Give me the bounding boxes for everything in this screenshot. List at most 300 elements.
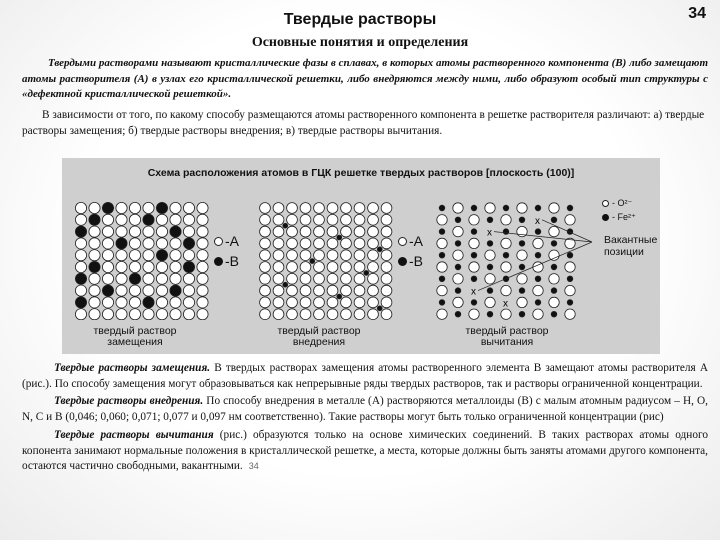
atom-a <box>102 250 113 261</box>
atom-a <box>260 250 271 261</box>
iron-ion <box>471 276 477 282</box>
atom-a <box>368 285 379 296</box>
iron-ion <box>551 217 557 223</box>
definition-paragraph: Твердыми растворами называют кристаллические фазы в сплавах, в которых атомы растворенного компонента (В) либо замещают атомы растворителя (А) в узлах его кристаллической решетки, либо внедряются между ними, либо образуют особый тип структуры с «дефектной кристаллической решеткой». <box>22 57 708 100</box>
atom-a <box>354 250 365 261</box>
atom-a <box>260 214 271 225</box>
oxygen-ion <box>549 250 559 260</box>
atom-a <box>314 250 325 261</box>
term-subtraction: Твердые растворы вычитания <box>54 428 214 441</box>
atom-a <box>327 250 338 261</box>
atom-a <box>89 309 100 320</box>
atom-a <box>327 262 338 273</box>
atom-a <box>273 203 284 214</box>
iron-ion <box>535 300 541 306</box>
atom-b <box>283 282 288 287</box>
legend-b-interstitial: -B <box>398 253 423 269</box>
oxygen-ion <box>549 226 559 236</box>
atom-a <box>102 226 113 237</box>
atom-a <box>75 202 86 213</box>
atom-b-icon <box>214 257 223 266</box>
iron-ion <box>503 229 509 235</box>
oxygen-ion <box>453 297 463 307</box>
legend-oxygen: - O²⁻ <box>602 198 632 209</box>
atom-a <box>287 214 298 225</box>
oxygen-ion <box>533 285 543 295</box>
atom-a <box>170 238 181 249</box>
atom-a <box>273 250 284 261</box>
atom-a <box>381 203 392 214</box>
atom-a <box>260 285 271 296</box>
atom-a <box>368 273 379 284</box>
atom-a <box>102 238 113 249</box>
atom-a <box>381 285 392 296</box>
atom-a <box>354 285 365 296</box>
atom-a <box>197 309 208 320</box>
atom-a <box>183 226 194 237</box>
atom-a <box>143 250 154 261</box>
footer-page-number: 34 <box>248 461 259 472</box>
oxygen-ion <box>549 203 559 213</box>
atom-a <box>156 238 167 249</box>
atom-a <box>287 297 298 308</box>
oxygen-ion <box>485 274 495 284</box>
iron-ion <box>519 217 525 223</box>
atom-a <box>368 238 379 249</box>
substitution-lattice <box>74 202 224 320</box>
atom-b <box>102 202 113 213</box>
oxygen-ion <box>469 262 479 272</box>
atom-a <box>273 309 284 320</box>
atom-a <box>341 309 352 320</box>
atom-a <box>273 297 284 308</box>
oxygen-ion <box>437 285 447 295</box>
oxygen-ion <box>501 215 511 225</box>
oxygen-ion <box>517 203 527 213</box>
atom-a <box>197 250 208 261</box>
atom-a-icon <box>214 237 223 246</box>
atom-a <box>89 297 100 308</box>
vacancy-mark: x <box>487 227 492 239</box>
atom-a <box>116 273 127 284</box>
iron-ion <box>503 205 509 211</box>
slide-subtitle: Основные понятия и определения <box>251 35 469 50</box>
oxygen-ion <box>565 215 575 225</box>
iron-ion <box>519 288 525 294</box>
atom-a <box>116 214 127 225</box>
page-number: 34 <box>688 5 706 22</box>
oxygen-ion <box>485 297 495 307</box>
atom-a <box>197 297 208 308</box>
iron-ion <box>439 300 445 306</box>
atom-b <box>170 226 181 237</box>
atom-a <box>314 262 325 273</box>
oxygen-ion <box>453 203 463 213</box>
atom-a <box>116 309 127 320</box>
atom-a <box>314 297 325 308</box>
atom-a <box>341 226 352 237</box>
iron-ion <box>535 252 541 258</box>
atom-a <box>300 297 311 308</box>
atom-a <box>143 202 154 213</box>
atom-a <box>300 214 311 225</box>
atom-a <box>183 297 194 308</box>
iron-ion <box>567 252 573 258</box>
iron-ion <box>535 229 541 235</box>
iron-ion <box>519 311 525 317</box>
atom-a <box>327 309 338 320</box>
vacancy-label: Вакантные позиции <box>604 234 658 258</box>
oxygen-ion <box>549 274 559 284</box>
atom-a <box>300 250 311 261</box>
atom-a <box>287 238 298 249</box>
atom-b <box>129 273 140 284</box>
atom-a <box>273 285 284 296</box>
interstitial-lattice-diagram <box>258 202 408 320</box>
oxygen-ion <box>549 297 559 307</box>
oxygen-ion <box>533 238 543 248</box>
atom-a <box>381 262 392 273</box>
atom-a <box>170 261 181 272</box>
atom-a <box>354 273 365 284</box>
oxygen-ion <box>469 309 479 319</box>
atom-a <box>129 297 140 308</box>
atom-b <box>143 297 154 308</box>
iron-ion <box>455 241 461 247</box>
atom-a <box>260 262 271 273</box>
iron-ion <box>519 241 525 247</box>
oxygen-ion <box>501 309 511 319</box>
atom-a <box>156 273 167 284</box>
atom-a <box>143 261 154 272</box>
atom-a <box>129 226 140 237</box>
intro-paragraph: В зависимости от того, по какому способу размещаются атомы растворенного компонента в решетке растворителя различают: а) твердые растворы замещения; б) твердые растворы внедрения; в) твердые растворы вычитания. <box>22 109 705 137</box>
oxygen-ion <box>565 262 575 272</box>
atom-a <box>341 262 352 273</box>
iron-ion <box>439 229 445 235</box>
lattice-figure <box>62 158 660 354</box>
atom-a <box>129 202 140 213</box>
atom-a <box>129 261 140 272</box>
oxygen-ion <box>453 250 463 260</box>
atom-a <box>287 226 298 237</box>
atom-a <box>287 262 298 273</box>
atom-a <box>368 309 379 320</box>
oxygen-ion <box>517 274 527 284</box>
atom-b <box>116 238 127 249</box>
text-interstitial: По способу внедрения в металле (А) растворяются металлоиды (В) с малым атомным радиусом – H, O, N, C и B (0,046; 0,060; 0,071; 0,077 и 0,097 нм соответственно). Такие растворы могут быть только ограниченной концентрации (рис) <box>22 395 709 424</box>
atom-a <box>89 250 100 261</box>
iron-ion <box>455 217 461 223</box>
atom-a <box>197 202 208 213</box>
substitution-lattice-diagram <box>74 202 224 320</box>
atom-a <box>300 309 311 320</box>
atom-a <box>170 309 181 320</box>
atom-b <box>283 223 288 228</box>
atom-b <box>156 250 167 261</box>
iron-ion <box>487 217 493 223</box>
atom-a <box>327 203 338 214</box>
atom-a <box>341 250 352 261</box>
atom-a-icon <box>398 237 407 246</box>
legend-a-substitution: -A <box>214 233 239 249</box>
caption-interstitial: твердый раствор внедрения <box>277 325 361 348</box>
atom-a <box>381 273 392 284</box>
iron-ion <box>487 288 493 294</box>
atom-b <box>377 306 382 311</box>
atom-a <box>197 214 208 225</box>
atom-a <box>197 261 208 272</box>
atom-a <box>300 273 311 284</box>
iron-ion <box>455 311 461 317</box>
atom-a <box>287 309 298 320</box>
atom-a <box>300 262 311 273</box>
atom-a <box>170 250 181 261</box>
interstitial-lattice <box>258 202 408 320</box>
figure-title: Схема расположения атомов в ГЦК решетке твердых растворов [плоскость (100)] <box>147 167 575 179</box>
atom-a <box>368 297 379 308</box>
atom-a <box>260 203 271 214</box>
atom-a <box>129 309 140 320</box>
atom-b <box>337 294 342 299</box>
iron-ion <box>535 205 541 211</box>
iron-ion-icon <box>602 214 609 221</box>
legend-iron: - Fe²⁺ <box>602 212 636 223</box>
atom-b <box>156 202 167 213</box>
atom-a <box>102 273 113 284</box>
iron-ion <box>535 276 541 282</box>
atom-a <box>381 226 392 237</box>
atom-b <box>364 271 369 276</box>
atom-a <box>143 273 154 284</box>
atom-a <box>75 250 86 261</box>
atom-b <box>89 214 100 225</box>
oxygen-ion <box>469 215 479 225</box>
atom-a <box>116 261 127 272</box>
atom-a <box>368 226 379 237</box>
atom-a <box>314 238 325 249</box>
atom-a <box>143 226 154 237</box>
atom-a <box>341 238 352 249</box>
atom-a <box>273 226 284 237</box>
atom-a <box>129 214 140 225</box>
slide-title: Твердые растворы <box>283 11 437 28</box>
atom-a <box>300 226 311 237</box>
iron-ion <box>551 288 557 294</box>
atom-a <box>183 273 194 284</box>
iron-ion <box>551 241 557 247</box>
atom-a <box>341 297 352 308</box>
atom-a <box>260 297 271 308</box>
atom-a <box>354 309 365 320</box>
iron-ion <box>471 252 477 258</box>
atom-b <box>75 297 86 308</box>
iron-ion <box>487 311 493 317</box>
paragraph-interstitial <box>22 394 708 425</box>
atom-a <box>170 214 181 225</box>
atom-b <box>143 214 154 225</box>
oxygen-ion <box>485 203 495 213</box>
atom-a <box>354 226 365 237</box>
atom-a <box>287 285 298 296</box>
text-subtraction: (рис.) образуются только на основе химических соединений. В таких растворах атомы одного копонента занимают нормальные положения в кристаллической решетке, а места, которые должны быть заняты атомами другого компонента, остаются частично свободными, вакантными. <box>22 428 709 473</box>
oxygen-ion-icon <box>602 200 609 207</box>
iron-ion <box>567 276 573 282</box>
atom-a <box>300 238 311 249</box>
atom-a <box>102 261 113 272</box>
atom-a <box>143 238 154 249</box>
atom-a <box>381 250 392 261</box>
atom-b <box>183 261 194 272</box>
atom-a <box>381 214 392 225</box>
atom-b <box>310 259 315 264</box>
atom-a <box>327 238 338 249</box>
iron-ion <box>503 252 509 258</box>
iron-ion <box>455 264 461 270</box>
atom-a <box>314 203 325 214</box>
iron-ion <box>551 311 557 317</box>
oxygen-ion <box>437 238 447 248</box>
iron-ion <box>439 205 445 211</box>
atom-a <box>156 261 167 272</box>
atom-a <box>368 214 379 225</box>
oxygen-ion <box>485 250 495 260</box>
oxygen-ion <box>565 285 575 295</box>
atom-a <box>156 297 167 308</box>
atom-a <box>287 250 298 261</box>
vacancy-mark: x <box>503 298 508 310</box>
legend-b-substitution: -B <box>214 253 239 269</box>
atom-b <box>89 261 100 272</box>
iron-ion <box>471 205 477 211</box>
atom-a <box>354 262 365 273</box>
oxygen-ion <box>501 285 511 295</box>
atom-a <box>327 214 338 225</box>
atom-b-icon <box>398 257 407 266</box>
subtraction-lattice <box>434 202 594 320</box>
atom-a <box>156 214 167 225</box>
atom-a <box>102 214 113 225</box>
atom-a <box>129 238 140 249</box>
atom-a <box>116 297 127 308</box>
atom-a <box>314 273 325 284</box>
atom-a <box>75 238 86 249</box>
atom-a <box>368 250 379 261</box>
atom-a <box>156 226 167 237</box>
atom-a <box>273 214 284 225</box>
atom-a <box>381 297 392 308</box>
oxygen-ion <box>453 226 463 236</box>
oxygen-ion <box>437 262 447 272</box>
atom-a <box>368 262 379 273</box>
atom-a <box>327 285 338 296</box>
atom-a <box>102 309 113 320</box>
atom-b <box>102 285 113 296</box>
oxygen-ion <box>533 309 543 319</box>
oxygen-ion <box>565 309 575 319</box>
caption-subtraction: твердый раствор вычитания <box>465 325 549 348</box>
atom-a <box>75 214 86 225</box>
atom-a <box>170 297 181 308</box>
atom-a <box>341 203 352 214</box>
atom-a <box>314 285 325 296</box>
iron-ion <box>455 288 461 294</box>
atom-a <box>116 226 127 237</box>
atom-a <box>341 214 352 225</box>
atom-a <box>273 238 284 249</box>
atom-a <box>341 273 352 284</box>
atom-a <box>287 203 298 214</box>
oxygen-ion <box>501 238 511 248</box>
atom-a <box>89 273 100 284</box>
iron-ion <box>567 205 573 211</box>
atom-a <box>327 226 338 237</box>
iron-ion <box>439 252 445 258</box>
oxygen-ion <box>469 238 479 248</box>
atom-a <box>197 226 208 237</box>
atom-a <box>183 285 194 296</box>
atom-a <box>116 202 127 213</box>
atom-b <box>75 273 86 284</box>
oxygen-ion <box>517 250 527 260</box>
atom-a <box>183 214 194 225</box>
atom-a <box>89 202 100 213</box>
atom-a <box>260 309 271 320</box>
atom-a <box>197 273 208 284</box>
iron-ion <box>439 276 445 282</box>
atom-a <box>273 262 284 273</box>
atom-a <box>170 202 181 213</box>
atom-a <box>170 273 181 284</box>
oxygen-ion <box>453 274 463 284</box>
atom-a <box>89 238 100 249</box>
iron-ion <box>487 264 493 270</box>
atom-b <box>377 247 382 252</box>
atom-a <box>183 309 194 320</box>
atom-a <box>102 297 113 308</box>
atom-a <box>156 309 167 320</box>
iron-ion <box>471 300 477 306</box>
iron-ion <box>551 264 557 270</box>
atom-a <box>89 285 100 296</box>
atom-a <box>129 285 140 296</box>
atom-a <box>381 309 392 320</box>
atom-a <box>300 203 311 214</box>
atom-a <box>75 309 86 320</box>
atom-a <box>143 309 154 320</box>
oxygen-ion <box>437 309 447 319</box>
atom-a <box>260 238 271 249</box>
atom-b <box>170 285 181 296</box>
iron-ion <box>487 241 493 247</box>
atom-a <box>260 273 271 284</box>
oxygen-ion <box>437 215 447 225</box>
term-substitution: Твердые растворы замещения. <box>54 362 211 374</box>
atom-a <box>260 226 271 237</box>
atom-a <box>183 250 194 261</box>
atom-b <box>75 226 86 237</box>
atom-a <box>287 273 298 284</box>
atom-a <box>314 214 325 225</box>
atom-a <box>143 285 154 296</box>
atom-a <box>327 273 338 284</box>
atom-a <box>197 285 208 296</box>
iron-ion <box>519 264 525 270</box>
atom-b <box>337 235 342 240</box>
atom-a <box>116 285 127 296</box>
atom-a <box>354 214 365 225</box>
atom-a <box>156 285 167 296</box>
